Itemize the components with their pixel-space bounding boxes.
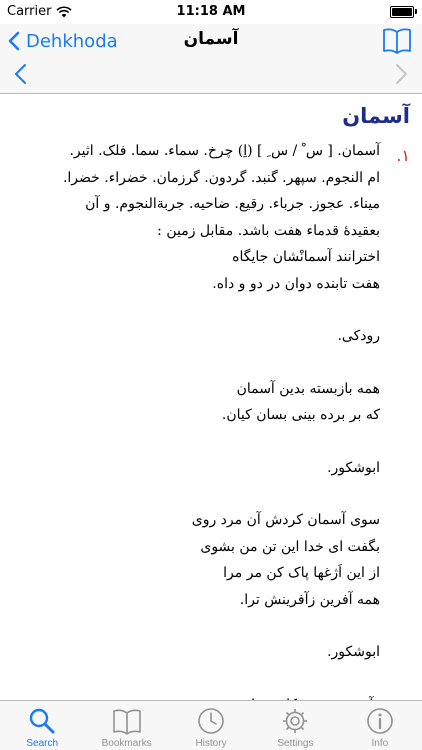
chevron-right-icon (392, 62, 410, 86)
entry-line: سوی آسمان کردش آن مرد روی (191, 512, 380, 528)
entry-line: ابوشکور. (327, 644, 380, 660)
tab-label: Search (26, 738, 59, 749)
entry-line: ام النجوم. سپهر. گنبد. گردون. گرزمان. خضراء. خضرا. (62, 169, 380, 186)
status-time: 11:18 AM (176, 4, 246, 19)
entry-line: بگفت ای خدا این تن من بشوی (200, 538, 380, 555)
back-button-label: Dehkhoda (26, 30, 118, 52)
line-gap (14, 666, 380, 692)
entry-line: از این اَژغها پاک کن مر مرا (223, 565, 380, 581)
tab-label: Bookmarks (101, 738, 152, 749)
settings-icon (280, 707, 310, 735)
battery-tip (415, 9, 417, 14)
entry-line: بعقیدهٔ قدماء هفت باشد. مقابل زمین : (157, 222, 380, 239)
next-entry-button[interactable] (392, 62, 410, 86)
line-gap (14, 481, 380, 507)
entry-headword: آسمان (342, 104, 410, 128)
search-icon (27, 707, 57, 735)
status-bar (0, 0, 422, 24)
entry-line: آسمان. [ س ْ / س ِ ] (اِ) چرخ. سماء. سما. فلک. اثیر. (69, 143, 380, 159)
line-gap (14, 429, 380, 455)
line-gap (14, 297, 380, 323)
entry-line: میناء. عجوز. جرباء. رقیع. ضاحیه. جربةالنجوم. و آن (85, 196, 380, 212)
entry-line: هفت تابنده دوان در دو و داه. (212, 275, 380, 292)
dictionary-entry (0, 96, 422, 700)
tab-label: Settings (277, 738, 314, 749)
tab-settings[interactable] (253, 701, 337, 750)
entry-line: رودکی. (337, 328, 380, 344)
battery-icon (390, 6, 414, 18)
line-gap (14, 350, 380, 376)
entry-line: همه بازبسته بدین آسمان (236, 380, 380, 397)
previous-entry-button[interactable] (12, 62, 30, 86)
entry-line: اخترانند آسمانْشان جایگاه (232, 249, 380, 265)
tab-bookmarks[interactable] (84, 701, 168, 750)
tab-info[interactable] (338, 701, 422, 750)
nav-bar (0, 24, 422, 94)
bookmarks-icon (112, 707, 142, 735)
tab-bar (0, 700, 422, 750)
entry-body (14, 138, 380, 745)
history-icon (196, 707, 226, 735)
battery-level (392, 8, 412, 16)
book-icon (382, 27, 412, 55)
tab-label: History (195, 738, 227, 749)
line-gap (14, 613, 380, 639)
page-title: آسمان (183, 29, 239, 49)
carrier-label: Carrier (7, 4, 52, 19)
entry-line: که بر برده بینی بسان کیان. (221, 407, 380, 423)
info-icon (365, 707, 395, 735)
entry-line: همه آفرین زآفرینش ترا. (239, 591, 380, 608)
bookmark-button[interactable] (382, 27, 412, 55)
entry-number: .۱ (396, 146, 410, 165)
entry-line: ابوشکور. (327, 459, 380, 476)
chevron-left-icon (12, 62, 30, 86)
tab-history[interactable] (169, 701, 253, 750)
tab-search[interactable] (0, 701, 84, 750)
tab-label: Info (371, 738, 389, 749)
